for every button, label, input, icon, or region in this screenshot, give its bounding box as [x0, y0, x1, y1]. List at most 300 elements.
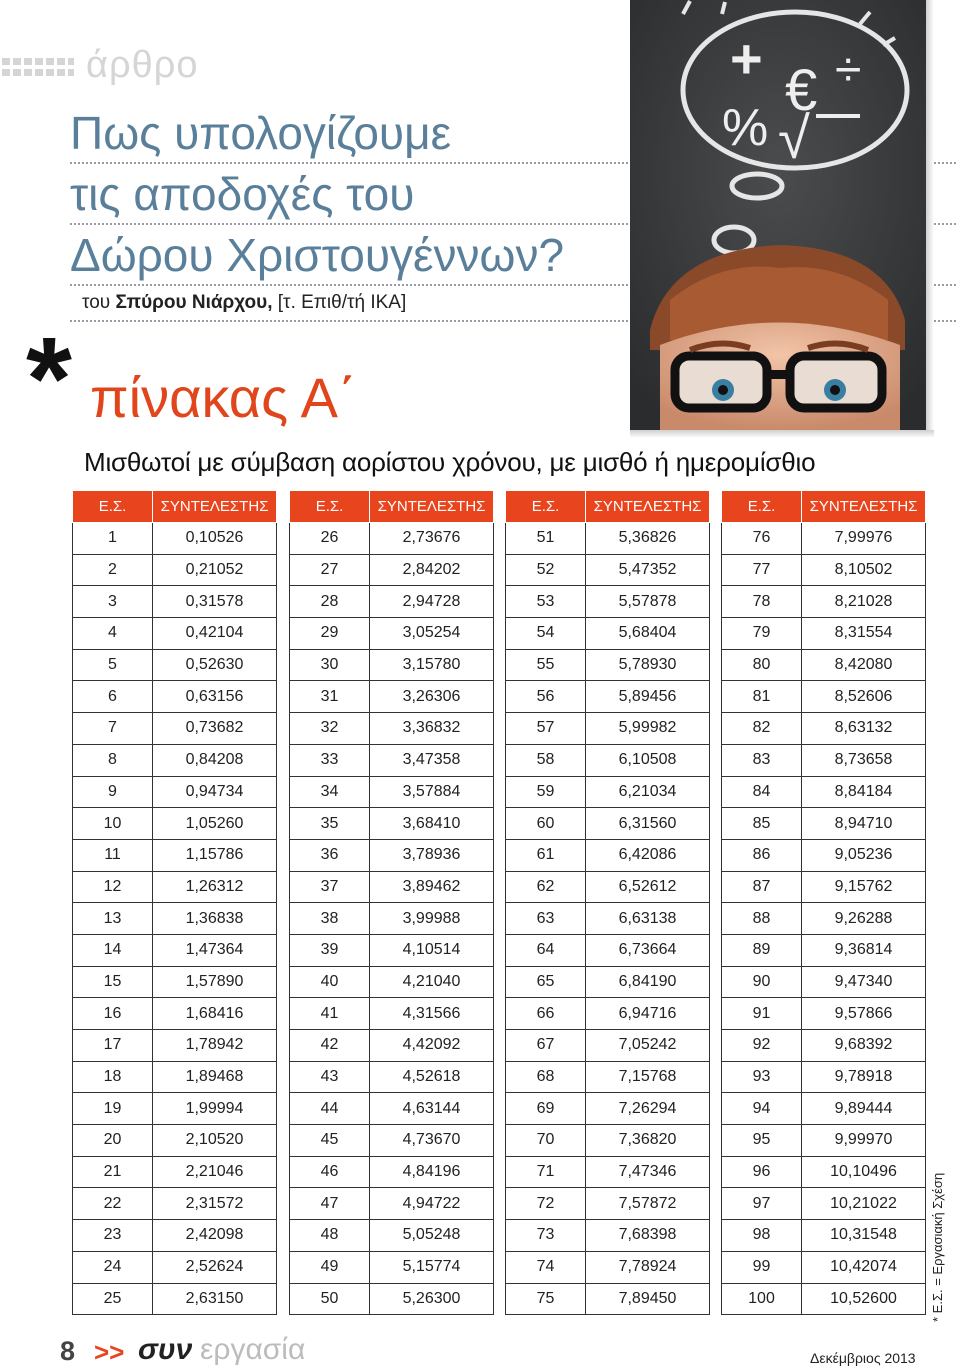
coefficient-cell: 7,36820	[586, 1125, 710, 1157]
coefficient-cell: 2,84202	[370, 554, 494, 586]
coefficient-cell: 3,26306	[370, 681, 494, 713]
table-row	[506, 1125, 710, 1157]
header-coefficient: ΣΥΝΤΕΛΕΣΤΗΣ	[802, 491, 926, 523]
es-cell: 43	[290, 1061, 370, 1093]
es-cell: 8	[73, 744, 153, 776]
table-row	[506, 649, 710, 681]
es-cell: 37	[290, 871, 370, 903]
footer-arrows: >>	[94, 1337, 125, 1367]
coefficient-cell: 9,57866	[802, 998, 926, 1030]
coefficient-cell: 0,84208	[153, 744, 277, 776]
table-row	[722, 934, 926, 966]
table-row	[73, 839, 277, 871]
coefficient-cell: 7,78924	[586, 1251, 710, 1283]
table-row	[722, 1061, 926, 1093]
byline-suffix: [τ. Επιθ/τή ΙΚΑ]	[277, 292, 407, 313]
es-cell: 26	[290, 523, 370, 555]
table-row	[290, 1283, 494, 1315]
es-cell: 60	[506, 808, 586, 840]
coefficient-cell: 9,68392	[802, 1030, 926, 1062]
table-row	[73, 934, 277, 966]
es-cell: 73	[506, 1220, 586, 1252]
coefficient-cell: 6,84190	[586, 966, 710, 998]
es-cell: 29	[290, 618, 370, 650]
es-cell: 82	[722, 713, 802, 745]
coefficient-cell: 2,42098	[153, 1220, 277, 1252]
table-row	[290, 1125, 494, 1157]
es-cell: 91	[722, 998, 802, 1030]
table-row	[290, 808, 494, 840]
coefficient-cell: 0,10526	[153, 523, 277, 555]
coefficient-cell: 1,78942	[153, 1030, 277, 1062]
table-row	[290, 586, 494, 618]
es-cell: 20	[73, 1125, 153, 1157]
coefficient-cell: 3,57884	[370, 776, 494, 808]
table-row	[290, 1156, 494, 1188]
coefficient-cell: 8,94710	[802, 808, 926, 840]
es-cell: 98	[722, 1220, 802, 1252]
table-row	[722, 871, 926, 903]
table-row	[290, 1220, 494, 1252]
coefficient-cell: 0,31578	[153, 586, 277, 618]
es-cell: 61	[506, 839, 586, 871]
photo-shadow	[926, 0, 934, 436]
coefficient-cell: 2,21046	[153, 1156, 277, 1188]
table-row	[506, 998, 710, 1030]
table-row	[722, 681, 926, 713]
es-cell: 11	[73, 839, 153, 871]
es-cell: 32	[290, 713, 370, 745]
table-row	[290, 934, 494, 966]
es-cell: 100	[722, 1283, 802, 1315]
table-row	[506, 1188, 710, 1220]
table-row	[73, 871, 277, 903]
table-row	[506, 1220, 710, 1252]
es-cell: 57	[506, 713, 586, 745]
coefficient-cell: 0,73682	[153, 713, 277, 745]
table-subtitle: Μισθωτοί με σύμβαση αορίστου χρόνου, με μισθό ή ημερομίσθιο	[84, 447, 816, 477]
coefficient-cell: 4,31566	[370, 998, 494, 1030]
es-cell: 63	[506, 903, 586, 935]
table-row	[506, 776, 710, 808]
table-row	[290, 1061, 494, 1093]
coefficient-cell: 5,78930	[586, 649, 710, 681]
coefficient-cell: 9,99970	[802, 1125, 926, 1157]
table-row	[73, 1156, 277, 1188]
coefficient-cell: 1,89468	[153, 1061, 277, 1093]
es-cell: 94	[722, 1093, 802, 1125]
coefficient-cell: 5,68404	[586, 618, 710, 650]
table-row	[290, 903, 494, 935]
table-row	[73, 1125, 277, 1157]
table-row	[722, 1283, 926, 1315]
table-row	[722, 586, 926, 618]
es-cell: 35	[290, 808, 370, 840]
table-row	[722, 554, 926, 586]
table-row	[290, 1030, 494, 1062]
es-cell: 22	[73, 1188, 153, 1220]
es-cell: 69	[506, 1093, 586, 1125]
coefficient-cell: 8,10502	[802, 554, 926, 586]
table-row	[290, 966, 494, 998]
es-cell: 41	[290, 998, 370, 1030]
coefficient-cell: 5,26300	[370, 1283, 494, 1315]
table-row	[290, 1093, 494, 1125]
table-row	[290, 871, 494, 903]
es-cell: 33	[290, 744, 370, 776]
es-cell: 56	[506, 681, 586, 713]
coefficient-cell: 4,63144	[370, 1093, 494, 1125]
es-cell: 83	[722, 744, 802, 776]
coefficient-cell: 9,15762	[802, 871, 926, 903]
es-cell: 12	[73, 871, 153, 903]
table-row	[73, 966, 277, 998]
coefficient-cell: 6,73664	[586, 934, 710, 966]
es-cell: 81	[722, 681, 802, 713]
issue-date: Δεκέμβριος 2013	[810, 1350, 916, 1366]
coefficient-cell: 9,78918	[802, 1061, 926, 1093]
thinking-man-illustration	[630, 0, 927, 430]
table-row	[290, 1251, 494, 1283]
coefficient-cell: 6,94716	[586, 998, 710, 1030]
coefficient-cell: 5,99982	[586, 713, 710, 745]
coefficient-cell: 3,78936	[370, 839, 494, 871]
table-row	[722, 649, 926, 681]
table-row	[73, 523, 277, 555]
header-coefficient: ΣΥΝΤΕΛΕΣΤΗΣ	[370, 491, 494, 523]
header-coefficient: ΣΥΝΤΕΛΕΣΤΗΣ	[586, 491, 710, 523]
es-cell: 85	[722, 808, 802, 840]
table-row	[506, 966, 710, 998]
es-cell: 42	[290, 1030, 370, 1062]
header-es: Ε.Σ.	[73, 491, 153, 523]
table-row	[73, 618, 277, 650]
es-cell: 9	[73, 776, 153, 808]
table-row	[722, 1030, 926, 1062]
es-cell: 84	[722, 776, 802, 808]
es-cell: 86	[722, 839, 802, 871]
coefficient-cell: 6,63138	[586, 903, 710, 935]
coefficient-cell: 10,10496	[802, 1156, 926, 1188]
table-row	[506, 903, 710, 935]
table-row	[290, 744, 494, 776]
coefficient-cell: 0,52630	[153, 649, 277, 681]
table-row	[722, 1220, 926, 1252]
es-cell: 50	[290, 1283, 370, 1315]
table-row	[290, 554, 494, 586]
coefficient-cell: 6,42086	[586, 839, 710, 871]
coefficient-cell: 7,89450	[586, 1283, 710, 1315]
es-cell: 16	[73, 998, 153, 1030]
coefficient-table-2	[289, 490, 493, 1315]
coefficient-cell: 1,15786	[153, 839, 277, 871]
coefficient-cell: 7,05242	[586, 1030, 710, 1062]
coefficient-cell: 2,31572	[153, 1188, 277, 1220]
es-cell: 5	[73, 649, 153, 681]
table-row	[73, 1061, 277, 1093]
coefficient-cell: 6,52612	[586, 871, 710, 903]
coefficient-cell: 4,84196	[370, 1156, 494, 1188]
es-cell: 15	[73, 966, 153, 998]
coefficient-cell: 2,94728	[370, 586, 494, 618]
table-row	[506, 554, 710, 586]
es-cell: 23	[73, 1220, 153, 1252]
table-row	[290, 998, 494, 1030]
coefficient-cell: 2,52624	[153, 1251, 277, 1283]
table-row	[506, 618, 710, 650]
es-cell: 45	[290, 1125, 370, 1157]
table-row	[73, 1188, 277, 1220]
table-row	[73, 776, 277, 808]
es-cell: 13	[73, 903, 153, 935]
es-cell: 95	[722, 1125, 802, 1157]
coefficient-cell: 9,89444	[802, 1093, 926, 1125]
coefficient-cell: 9,26288	[802, 903, 926, 935]
table-row	[506, 713, 710, 745]
es-cell: 54	[506, 618, 586, 650]
coefficient-cell: 7,15768	[586, 1061, 710, 1093]
es-cell: 55	[506, 649, 586, 681]
chalkboard-photo	[630, 0, 927, 430]
header-es: Ε.Σ.	[506, 491, 586, 523]
es-cell: 80	[722, 649, 802, 681]
coefficient-cell: 3,68410	[370, 808, 494, 840]
coefficient-cell: 1,26312	[153, 871, 277, 903]
es-cell: 99	[722, 1251, 802, 1283]
table-row	[722, 903, 926, 935]
coefficient-cell: 1,05260	[153, 808, 277, 840]
es-cell: 25	[73, 1283, 153, 1315]
table-row	[506, 871, 710, 903]
table-row	[722, 839, 926, 871]
table-row	[722, 744, 926, 776]
coefficient-cell: 3,05254	[370, 618, 494, 650]
es-cell: 52	[506, 554, 586, 586]
header-es: Ε.Σ.	[290, 491, 370, 523]
photo-shadow-bottom	[630, 430, 934, 438]
es-cell: 4	[73, 618, 153, 650]
coefficient-cell: 4,94722	[370, 1188, 494, 1220]
table-row	[506, 523, 710, 555]
byline-author: Σπύρου Νιάρχου,	[115, 292, 273, 313]
es-cell: 59	[506, 776, 586, 808]
es-cell: 6	[73, 681, 153, 713]
es-cell: 38	[290, 903, 370, 935]
plus-symbol: +	[730, 27, 763, 90]
table-row	[73, 586, 277, 618]
es-cell: 46	[290, 1156, 370, 1188]
coefficient-cell: 1,57890	[153, 966, 277, 998]
header-es: Ε.Σ.	[722, 491, 802, 523]
es-cell: 2	[73, 554, 153, 586]
divide-symbol: ÷	[835, 44, 862, 97]
coefficient-cell: 10,21022	[802, 1188, 926, 1220]
coefficient-table-1	[72, 490, 276, 1315]
coefficient-cell: 7,26294	[586, 1093, 710, 1125]
coefficient-cell: 5,89456	[586, 681, 710, 713]
article-title-line-1: Πως υπολογίζουμε	[70, 104, 956, 164]
table-row	[73, 1220, 277, 1252]
table-row	[506, 839, 710, 871]
magazine-name-bold: συν	[138, 1333, 193, 1366]
coefficient-cell: 0,42104	[153, 618, 277, 650]
table-row	[722, 776, 926, 808]
es-cell: 18	[73, 1061, 153, 1093]
es-cell: 75	[506, 1283, 586, 1315]
es-cell: 10	[73, 808, 153, 840]
table-footnote: * Ε.Σ. = Εργασιακή Σχέση	[930, 1172, 945, 1322]
coefficient-cell: 5,05248	[370, 1220, 494, 1252]
es-cell: 34	[290, 776, 370, 808]
table-row	[73, 1251, 277, 1283]
es-cell: 58	[506, 744, 586, 776]
coefficient-cell: 7,47346	[586, 1156, 710, 1188]
article-title-line-2: τις αποδοχές του	[70, 165, 956, 225]
table-row	[73, 649, 277, 681]
coefficient-cell: 10,31548	[802, 1220, 926, 1252]
es-cell: 70	[506, 1125, 586, 1157]
percent-symbol: %	[722, 99, 769, 157]
es-cell: 30	[290, 649, 370, 681]
coefficient-cell: 8,73658	[802, 744, 926, 776]
table-row	[290, 713, 494, 745]
coefficient-table-3	[505, 490, 709, 1315]
es-cell: 87	[722, 871, 802, 903]
table-row	[73, 1030, 277, 1062]
table-row	[506, 808, 710, 840]
table-row	[73, 681, 277, 713]
coefficient-cell: 0,21052	[153, 554, 277, 586]
coefficient-cell: 5,15774	[370, 1251, 494, 1283]
coefficient-cell: 9,05236	[802, 839, 926, 871]
table-row	[73, 1283, 277, 1315]
coefficient-cell: 4,52618	[370, 1061, 494, 1093]
coefficient-cell: 7,68398	[586, 1220, 710, 1252]
table-row	[722, 808, 926, 840]
es-cell: 65	[506, 966, 586, 998]
coefficient-cell: 7,99976	[802, 523, 926, 555]
coefficient-cell: 0,94734	[153, 776, 277, 808]
es-cell: 39	[290, 934, 370, 966]
table-row	[506, 1283, 710, 1315]
table-row	[73, 1093, 277, 1125]
es-cell: 19	[73, 1093, 153, 1125]
table-row	[290, 618, 494, 650]
table-row	[722, 618, 926, 650]
table-row	[290, 523, 494, 555]
es-cell: 67	[506, 1030, 586, 1062]
es-cell: 47	[290, 1188, 370, 1220]
es-cell: 48	[290, 1220, 370, 1252]
es-cell: 77	[722, 554, 802, 586]
table-row	[290, 649, 494, 681]
header-coefficient: ΣΥΝΤΕΛΕΣΤΗΣ	[153, 491, 277, 523]
table-row	[722, 1156, 926, 1188]
coefficient-cell: 8,63132	[802, 713, 926, 745]
table-row	[506, 586, 710, 618]
es-cell: 62	[506, 871, 586, 903]
coefficient-cell: 2,63150	[153, 1283, 277, 1315]
es-cell: 7	[73, 713, 153, 745]
coefficient-cell: 5,57878	[586, 586, 710, 618]
coefficient-cell: 2,10520	[153, 1125, 277, 1157]
table-row	[73, 808, 277, 840]
es-cell: 89	[722, 934, 802, 966]
es-cell: 51	[506, 523, 586, 555]
es-cell: 53	[506, 586, 586, 618]
es-cell: 21	[73, 1156, 153, 1188]
magazine-name-light: εργασία	[200, 1333, 306, 1366]
byline-prefix: του	[82, 292, 111, 313]
table-row	[722, 523, 926, 555]
es-cell: 14	[73, 934, 153, 966]
kicker-dots-icon	[2, 56, 74, 78]
es-cell: 31	[290, 681, 370, 713]
coefficient-cell: 1,36838	[153, 903, 277, 935]
coefficient-cell: 4,10514	[370, 934, 494, 966]
root-symbol: √	[778, 106, 810, 171]
coefficient-cell: 8,84184	[802, 776, 926, 808]
table-row	[290, 681, 494, 713]
coefficient-cell: 8,42080	[802, 649, 926, 681]
table-row	[722, 966, 926, 998]
table-row	[73, 998, 277, 1030]
es-cell: 88	[722, 903, 802, 935]
coefficient-cell: 8,52606	[802, 681, 926, 713]
table-row	[722, 998, 926, 1030]
table-row	[506, 1061, 710, 1093]
asterisk-mark: *	[26, 313, 72, 445]
table-heading: πίνακας Α΄	[90, 366, 357, 429]
coefficient-cell: 1,68416	[153, 998, 277, 1030]
es-cell: 49	[290, 1251, 370, 1283]
table-row	[506, 1251, 710, 1283]
table-row	[506, 934, 710, 966]
coefficient-cell: 3,36832	[370, 713, 494, 745]
coefficient-cell: 6,21034	[586, 776, 710, 808]
coefficient-cell: 3,15780	[370, 649, 494, 681]
table-row	[73, 554, 277, 586]
coefficient-cell: 9,47340	[802, 966, 926, 998]
table-row	[506, 681, 710, 713]
es-cell: 64	[506, 934, 586, 966]
es-cell: 1	[73, 523, 153, 555]
es-cell: 90	[722, 966, 802, 998]
coefficient-cell: 5,47352	[586, 554, 710, 586]
es-cell: 44	[290, 1093, 370, 1125]
es-cell: 93	[722, 1061, 802, 1093]
table-row	[290, 839, 494, 871]
page-number: 8	[60, 1336, 76, 1366]
coefficient-cell: 8,21028	[802, 586, 926, 618]
coefficient-cell: 2,73676	[370, 523, 494, 555]
coefficient-cell: 1,99994	[153, 1093, 277, 1125]
es-cell: 28	[290, 586, 370, 618]
coefficient-cell: 8,31554	[802, 618, 926, 650]
section-kicker: άρθρο	[86, 44, 199, 86]
es-cell: 66	[506, 998, 586, 1030]
byline	[82, 292, 406, 314]
article-title-line-3: Δώρου Χριστουγέννων?	[70, 226, 956, 286]
es-cell: 72	[506, 1188, 586, 1220]
es-cell: 3	[73, 586, 153, 618]
table-row	[73, 903, 277, 935]
table-row	[722, 1251, 926, 1283]
table-row	[506, 744, 710, 776]
coefficient-cell: 10,42074	[802, 1251, 926, 1283]
es-cell: 78	[722, 586, 802, 618]
table-row	[722, 713, 926, 745]
